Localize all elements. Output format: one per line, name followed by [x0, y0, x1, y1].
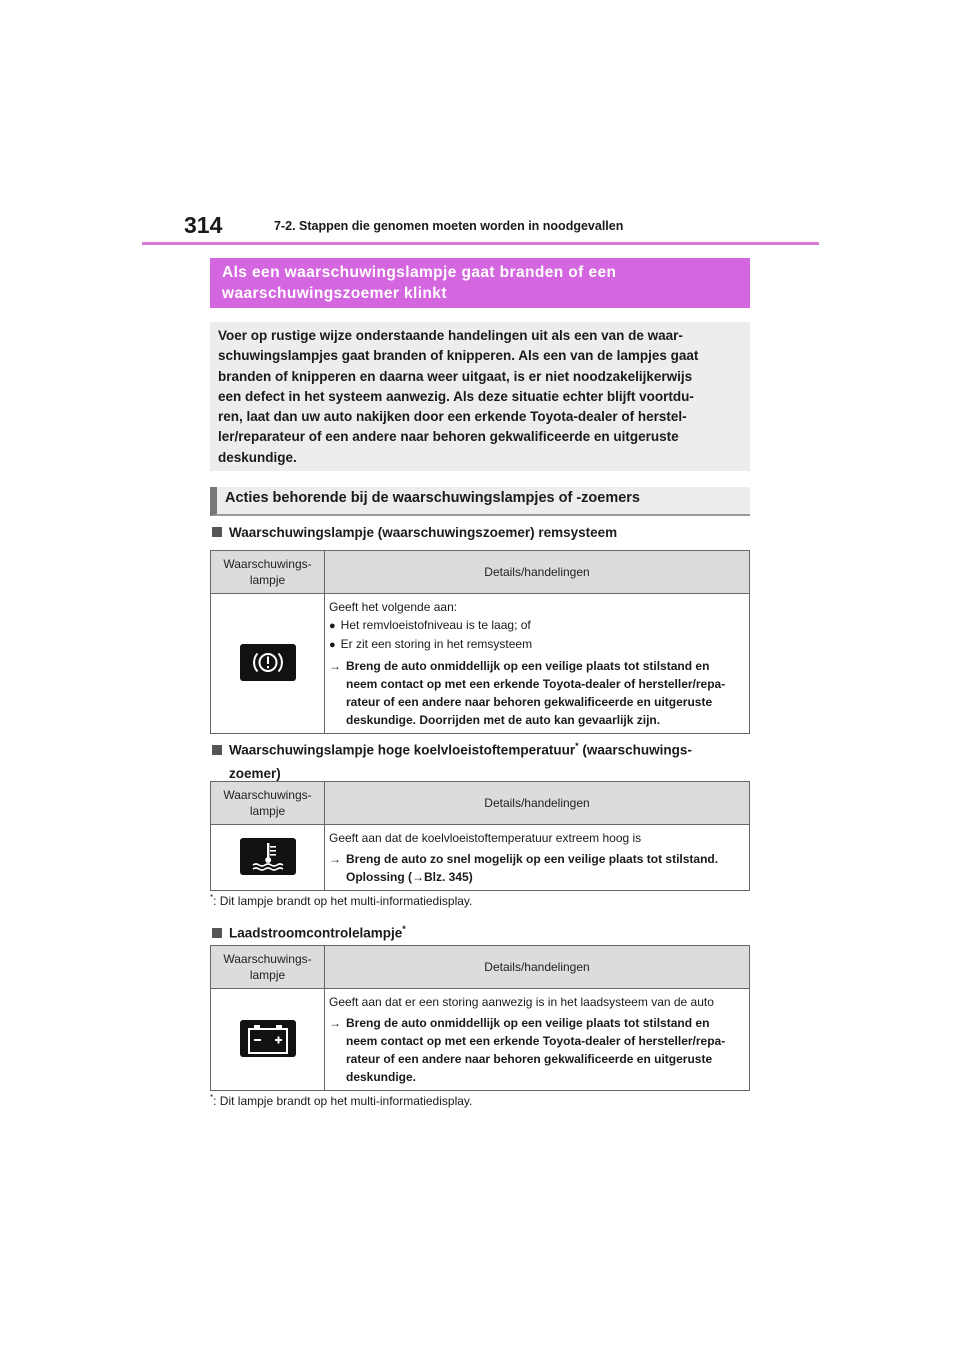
square-bullet-icon — [212, 928, 222, 938]
header-lamp-line2: lampje — [249, 573, 286, 587]
details-action — [329, 850, 746, 886]
section-3-heading-text: Laadstroomcontrolelampje — [229, 925, 403, 941]
action-line: Breng de auto zo snel mogelijk op een veilige plaats tot stilstand. — [346, 852, 719, 866]
details-action — [329, 1014, 746, 1086]
arrow-icon: → — [329, 852, 341, 866]
header-lamp — [211, 551, 325, 594]
details-cell — [325, 594, 750, 734]
details-intro: Geeft aan dat de koelvloeistoftemperatuur extreem hoog is — [329, 831, 642, 845]
header-lamp-line2: lampje — [249, 968, 286, 982]
section-title: 7-2. Stappen die genomen moeten worden in noodgevallen — [274, 219, 624, 233]
banner-line-2: waarschuwingszoemer klinkt — [222, 285, 447, 302]
action-line: deskundige. — [346, 1070, 417, 1084]
section-2-heading-line2: zoemer) — [229, 765, 281, 781]
details-intro: Geeft aan dat er een storing aanwezig is in het laadsysteem van de auto — [329, 995, 714, 1009]
intro-line: ler/reparateur of een andere naar behoren gekwalificeerde en uitgeruste — [218, 429, 679, 445]
details-bullet: ● Er zit een storing in het remsysteem — [329, 635, 746, 654]
header-details: Details/handelingen — [325, 946, 750, 989]
brake-warning-icon — [240, 644, 296, 681]
warning-table-brake — [210, 550, 750, 734]
header-details: Details/handelingen — [325, 551, 750, 594]
action-line: deskundige. Doorrijden met de auto kan gevaarlijk zijn. — [346, 713, 661, 727]
lamp-cell — [211, 989, 325, 1091]
coolant-temperature-icon — [240, 838, 296, 875]
intro-line: branden of knipperen en daarna weer uitgaat, is er niet noodzakelijkerwijs — [218, 368, 693, 384]
footnote-text: : Dit lampje brandt op het multi-informatiedisplay. — [213, 1094, 473, 1108]
intro-line: deskundige. — [218, 449, 297, 465]
arrow-icon: → — [329, 1016, 341, 1030]
header-lamp — [211, 946, 325, 989]
footnote — [210, 1093, 472, 1108]
arrow-icon: → — [412, 870, 424, 884]
table-header-row — [211, 946, 750, 989]
battery-charging-icon — [240, 1020, 296, 1057]
lamp-cell — [211, 825, 325, 891]
lamp-cell — [211, 594, 325, 734]
footnote-marker: * — [210, 893, 214, 902]
square-bullet-icon — [212, 745, 222, 755]
footnote-text: : Dit lampje brandt op het multi-informatiedisplay. — [213, 894, 473, 908]
table-header-row — [211, 551, 750, 594]
details-intro: Geeft het volgende aan: — [329, 600, 458, 614]
square-bullet-icon — [212, 527, 222, 537]
action-line: neem contact op met een erkende Toyota-dealer of hersteller/repa- — [346, 1034, 726, 1048]
section-1-heading — [212, 523, 617, 543]
details-action — [329, 657, 746, 729]
action-line: rateur of een andere naar behoren gekwalificeerde en uitgeruste — [346, 1052, 713, 1066]
details-bullet: ● Het remvloeistofniveau is te laag; of — [329, 616, 746, 635]
details-cell — [325, 825, 750, 891]
header-lamp-line2: lampje — [249, 804, 286, 818]
header-lamp — [211, 782, 325, 825]
intro-line: ren, laat dan uw auto nakijken door een erkende Toyota-dealer of herstel- — [218, 409, 687, 425]
header-lamp-line1: Waarschuwings- — [223, 557, 312, 571]
header-rule — [142, 242, 819, 245]
banner-line-1: Als een waarschuwingslampje gaat branden of een — [222, 264, 617, 281]
header-details: Details/handelingen — [325, 782, 750, 825]
section-2-heading-text: Waarschuwingslampje hoge koelvloeistoftemperatuur — [229, 742, 576, 758]
intro-line: Voer op rustige wijze onderstaande handelingen uit als een van de waar- — [218, 328, 683, 343]
footnote-marker: * — [402, 924, 406, 934]
warning-table-charging — [210, 945, 750, 1091]
subheading: Acties behorende bij de waarschuwingslampjes of -zoemers — [210, 487, 750, 516]
header-lamp-line1: Waarschuwings- — [223, 788, 312, 802]
header-lamp-line1: Waarschuwings- — [223, 952, 312, 966]
action-line: Breng de auto onmiddellijk op een veilige plaats tot stilstand en — [346, 659, 710, 673]
section-1-heading-text: Waarschuwingslampje (waarschuwingszoemer) remsysteem — [229, 525, 618, 540]
footnote — [210, 893, 472, 908]
table-row — [211, 594, 750, 734]
footnote-marker: * — [575, 741, 579, 751]
banner-heading — [210, 258, 750, 308]
details-cell — [325, 989, 750, 1091]
page-reference-link[interactable]: Blz. 345) — [424, 870, 473, 884]
arrow-icon: → — [329, 659, 341, 673]
section-2-heading-text: (waarschuwings- — [578, 742, 692, 758]
action-line: rateur of een andere naar behoren gekwalificeerde en uitgeruste — [346, 695, 713, 709]
warning-table-coolant — [210, 781, 750, 891]
intro-line: schuwingslampjes gaat branden of knipperen. Als een van de lampjes gaat — [218, 348, 699, 364]
action-line: Breng de auto onmiddellijk op een veilige plaats tot stilstand en — [346, 1016, 710, 1030]
intro-box — [210, 322, 750, 471]
table-row — [211, 989, 750, 1091]
table-row — [211, 825, 750, 891]
section-3-heading — [212, 919, 406, 944]
footnote-marker: * — [210, 1093, 214, 1102]
table-header-row — [211, 782, 750, 825]
section-2-heading — [212, 736, 692, 784]
page-number: 314 — [184, 212, 223, 238]
action-line: Oplossing ( — [346, 870, 412, 884]
action-line: neem contact op met een erkende Toyota-dealer of hersteller/repa- — [346, 677, 726, 691]
intro-line: een defect in het systeem aanwezig. Als deze situatie echter blijft voortdu- — [218, 388, 694, 404]
